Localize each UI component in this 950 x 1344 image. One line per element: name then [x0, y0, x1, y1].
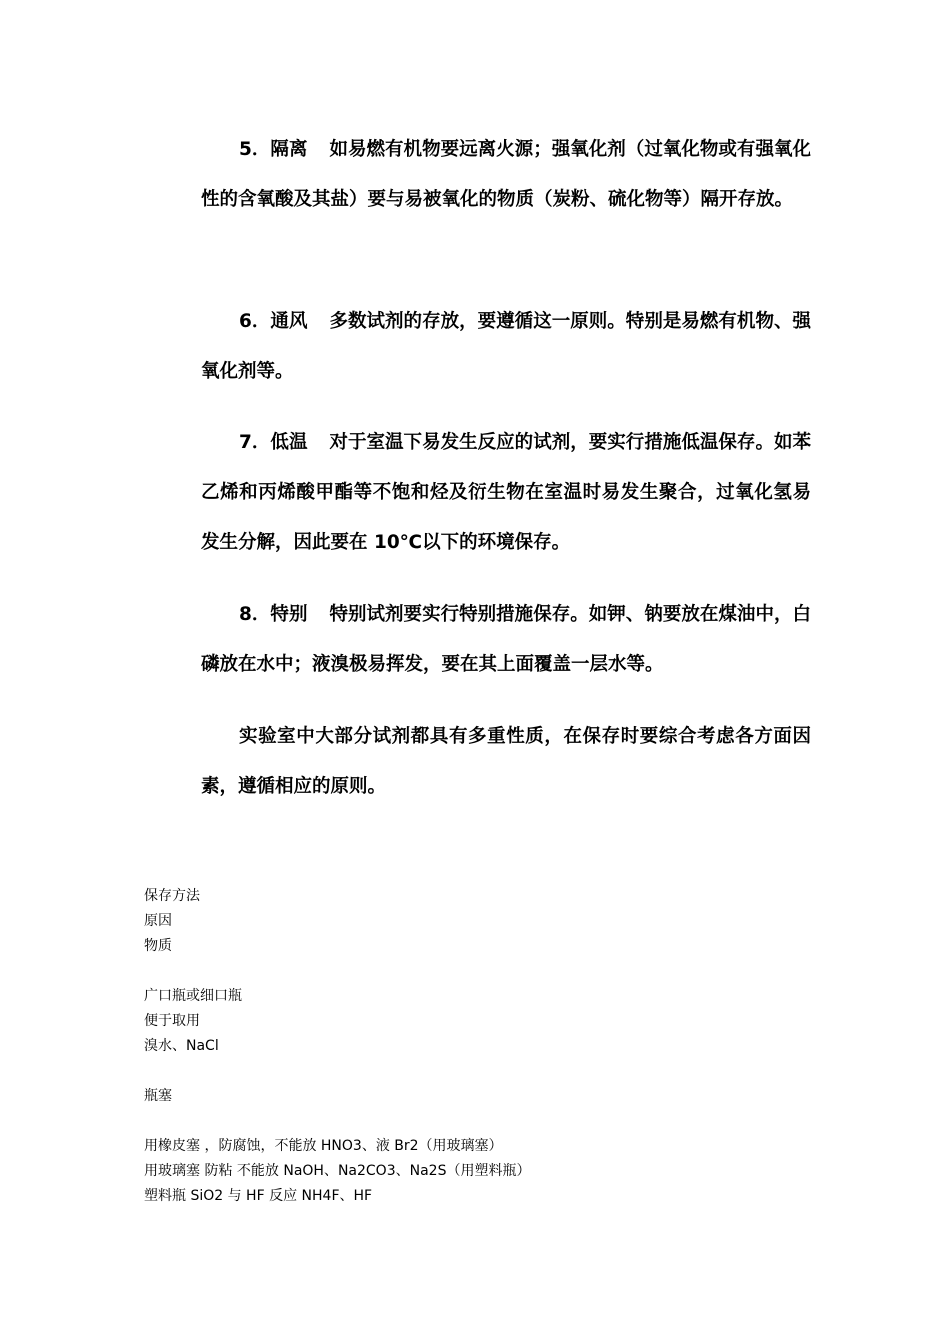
section-7-number: 7． — [239, 432, 271, 453]
table-header-reason: 原因 — [144, 913, 172, 929]
table-line-glass-stopper: 用玻璃塞 防粘 不能放 NaOH、Na2CO3、Na2S（用塑料瓶） — [144, 1163, 531, 1179]
section-5-paragraph — [201, 125, 811, 225]
conclusion-paragraph — [201, 712, 811, 812]
table-category-stopper: 瓶塞 — [144, 1088, 172, 1104]
section-6-number: 6． — [239, 311, 271, 332]
section-6-heading: 通风 — [270, 311, 308, 332]
conclusion-text: 实验室中大部分试剂都具有多重性质，在保存时要综合考虑各方面因素，遵循相应的原则。 — [201, 726, 811, 797]
section-5-body: 如易燃有机物要远离火源；强氧化剂（过氧化物或有强氧化性的含氧酸及其盐）要与易被氧化的物质（炭粉、硫化物等）隔开存放。 — [201, 139, 811, 210]
section-8-heading: 特别 — [270, 604, 308, 625]
table-cell-bottle-reason: 便于取用 — [144, 1013, 200, 1029]
table-header-method: 保存方法 — [144, 888, 200, 904]
table-line-plastic-bottle: 塑料瓶 SiO2 与 HF 反应 NH4F、HF — [144, 1188, 373, 1204]
section-7-paragraph — [201, 418, 811, 568]
section-5-heading: 隔离 — [270, 139, 308, 160]
section-8-body: 特别试剂要实行特别措施保存。如钾、钠要放在煤油中，白磷放在水中；液溴极易挥发，要在其上面覆盖一层水等。 — [201, 604, 811, 675]
section-8-number: 8． — [239, 604, 271, 625]
table-cell-bottle-type: 广口瓶或细口瓶 — [144, 988, 242, 1004]
section-8-paragraph — [201, 590, 811, 690]
section-7-body: 对于室温下易发生反应的试剂，要实行措施低温保存。如苯乙烯和丙烯酸甲酯等不饱和烃及衍生物在室温时易发生聚合，过氧化氢易发生分解，因此要在 10℃以下的环境保存。 — [201, 432, 811, 553]
section-6-paragraph — [201, 297, 811, 397]
section-7-heading: 低温 — [270, 432, 308, 453]
section-6-body: 多数试剂的存放，要遵循这一原则。特别是易燃有机物、强氧化剂等。 — [201, 311, 811, 382]
section-5-number: 5． — [239, 139, 271, 160]
table-line-rubber-stopper: 用橡皮塞 ，防腐蚀，不能放 HNO3、液 Br2（用玻璃塞） — [144, 1138, 503, 1154]
table-header-substance: 物质 — [144, 938, 172, 954]
table-cell-bottle-substance: 溴水、NaCl — [144, 1038, 219, 1054]
